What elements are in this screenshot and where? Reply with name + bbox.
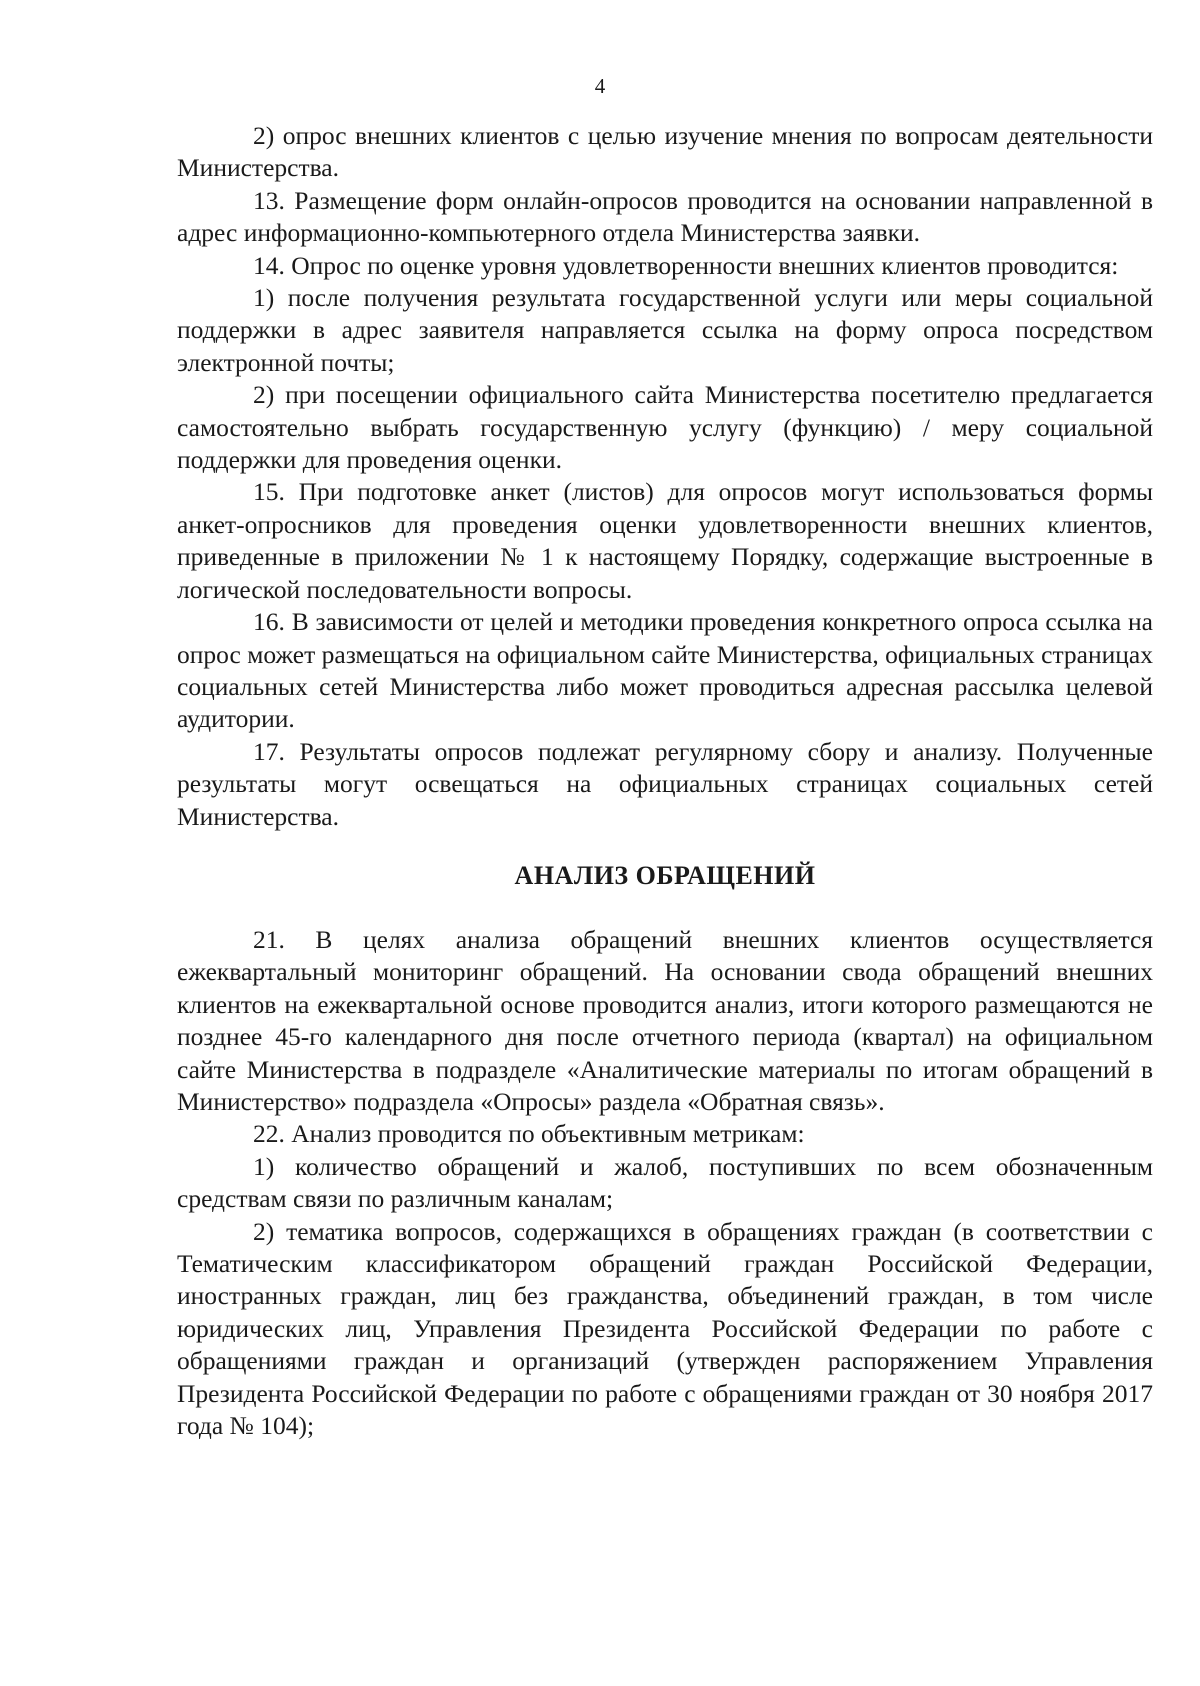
paragraph-21: 21. В целях анализа обращений внешних клиентов осуществляется ежеквартальный мониторинг обращений. На основании свода обращений внешних клиентов на ежеквартальной основе проводится анализ, итоги которого размещаются не позднее 45-го календарного дня после отчетного периода (квартал) на официальном сайте Министерства в подразделе «Аналитические материалы по итогам обращений в Министерство» подраздела «Опросы» раздела «Обратная связь». xyxy=(177,924,1153,1116)
paragraph-17: 17. Результаты опросов подлежат регулярному сбору и анализу. Полученные результаты могут освещаться на официальных страницах социальных сетей Министерства. xyxy=(177,736,1153,831)
paragraph-22-item-2: 2) тематика вопросов, содержащихся в обращениях граждан (в соответствии с Тематическим классификатором обращений граждан Российской Федерации, иностранных граждан, лиц без гражданства, объединений граждан, в том числе юридических лиц, Управления Президента Российской Федерации по работе с обращениями граждан и организаций (утвержден распоряжением Управления Президента Российской Федерации по работе с обращениями граждан от 30 ноября 2017 года № 104); xyxy=(177,1216,1153,1441)
paragraph-15: 15. При подготовке анкет (листов) для опросов могут использоваться формы анкет-опросников для проведения оценки удовлетворенности внешних клиентов, приведенные в приложении № 1 к настоящему Порядку, содержащие выстроенные в логической последовательности вопросы. xyxy=(177,477,1153,604)
page-number: 4 xyxy=(594,74,606,98)
paragraph-22: 22. Анализ проводится по объективным метрикам: xyxy=(253,1119,805,1149)
paragraph-13: 13. Размещение форм онлайн-опросов проводится на основании направленной в адрес информационно-компьютерного отдела Министерства заявки. xyxy=(177,185,1153,248)
paragraph-14-item-2: 2) при посещении официального сайта Министерства посетителю предлагается самостоятельно выбрать государственную услугу (функцию) / меру социальной поддержки для проведения оценки. xyxy=(177,380,1153,475)
section-title: АНАЛИЗ ОБРАЩЕНИЙ xyxy=(514,860,816,890)
paragraph-14-item-1: 1) после получения результата государственной услуги или меры социальной поддержки в адрес заявителя направляется ссылка на форму опроса посредством электронной почты; xyxy=(177,283,1153,377)
paragraph-survey-purpose: 2) опрос внешних клиентов с целью изучение мнения по вопросам деятельности Министерства. xyxy=(177,121,1153,183)
paragraph-14: 14. Опрос по оценке уровня удовлетворенности внешних клиентов проводится: xyxy=(253,250,1119,280)
document-body xyxy=(177,120,1153,1442)
paragraph-16: 16. В зависимости от целей и методики проведения конкретного опроса ссылка на опрос может размещаться на официальном сайте Министерства, официальных страницах социальных сетей Министерства либо может проводиться адресная рассылка целевой аудитории. xyxy=(177,607,1153,734)
paragraph-22-item-1: 1) количество обращений и жалоб, поступивших по всем обозначенным средствам связи по различным каналам; xyxy=(177,1151,1153,1214)
